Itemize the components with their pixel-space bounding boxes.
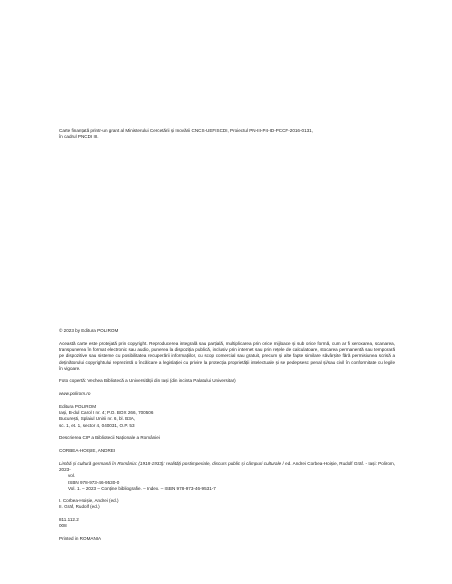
cip-title-italic: Limbă și cultură germană în România: (1918-1933): realități postimperiale, discurs public și câmpuri culturale xyxy=(59,461,282,466)
rights-notice xyxy=(59,341,395,372)
grant-line-2: în cadrul PNCDI III. xyxy=(59,134,99,140)
cip-vol: vol. xyxy=(68,473,76,479)
publisher-address-sector: sc. 1, et. 1, sector 4, 040031, O.P. 53 xyxy=(59,422,135,428)
cip-editor-1: I. Corbea-Hoișie, Andrei (ed.) xyxy=(59,498,119,503)
cip-editor-2: II. Gräf, Rudolf (ed.) xyxy=(59,504,100,510)
photo-credit xyxy=(59,378,395,384)
cip-classification xyxy=(59,517,395,529)
rights-notice-text: Această carte este protejată prin copyright. Reproducerea integrală sau parțială, multiplicarea prin orice mijloace și sub orice formă, cum ar fi xeroxarea, scanarea, transpunerea în format electronic sau audio, punerea la dispoziția publică, inclusiv prin internet sau prin rețele de calculatoare, stocarea permanentă sau temporară pe dispozitive sau sisteme cu posibilitatea recuperării informațiilor, cu scop comercial sau gratuit, precum și alte fapte similare săvârșite fără permisiunea scrisă a deținătorului copyrightului reprezintă o încălcare a legislației cu privire la protecția proprietății intelectuale și se pedepsesc penal și/sau civil în conformitate cu legile în vigoare. xyxy=(59,341,395,371)
cip-heading xyxy=(59,435,395,441)
printed-in xyxy=(59,536,395,542)
copyright-text: © 2023 by Editura POLIROM xyxy=(59,328,119,333)
publisher-address-iasi: Iași, B-dul Carol I nr. 4; P.O. BOX 266, 700506 xyxy=(59,410,154,416)
cip-class-2: 008 xyxy=(59,523,67,529)
cip-class-1: 811.112.2 xyxy=(59,517,79,522)
website-link[interactable]: www.polirom.ro xyxy=(59,391,91,396)
website xyxy=(59,391,395,397)
copyright-line xyxy=(59,328,395,334)
grant-line-1: Carte finanțată printr-un grant al Ministerului Cercetării și Inovării CNCS-UEFISCDI, Proiectul PN-III-P4-ID-PCCF-2016-0131, xyxy=(59,128,314,133)
cip-vol1: Vol. 1. – 2023 – Conține bibliografie. – Index. – ISBN 978-973-46-9531-7 xyxy=(68,485,216,491)
copyright-page xyxy=(59,0,395,584)
cip-record xyxy=(59,461,395,492)
publisher-info xyxy=(59,404,395,429)
cip-authors-text: CORBEA-HOIȘIE, ANDREI xyxy=(59,448,116,453)
cip-editors xyxy=(59,498,395,510)
printed-in-text: Printed in ROMANIA xyxy=(59,536,102,541)
publisher-name: Editura POLIROM xyxy=(59,404,97,409)
cip-title xyxy=(59,461,395,473)
cip-title-rest: / ed. Andrei Corbea-Hoișie, Rudolf Gräf. - Iași: Polirom, 2023- xyxy=(59,461,395,473)
cip-isbn: ISBN 978-973-46-9530-0 xyxy=(68,479,120,485)
grant-notice xyxy=(59,128,395,140)
cip-heading-text: Descrierea CIP a Bibliotecii Naționale a României xyxy=(59,435,160,440)
publisher-address-bucuresti: București, Splaiul Unirii nr. 6, bl. B3A, xyxy=(59,416,136,422)
cip-authors xyxy=(59,448,395,454)
photo-credit-text: Foto copertă: Vechea Bibliotecă a Universității din Iași (din incinta Palatului Universitar) xyxy=(59,378,236,383)
